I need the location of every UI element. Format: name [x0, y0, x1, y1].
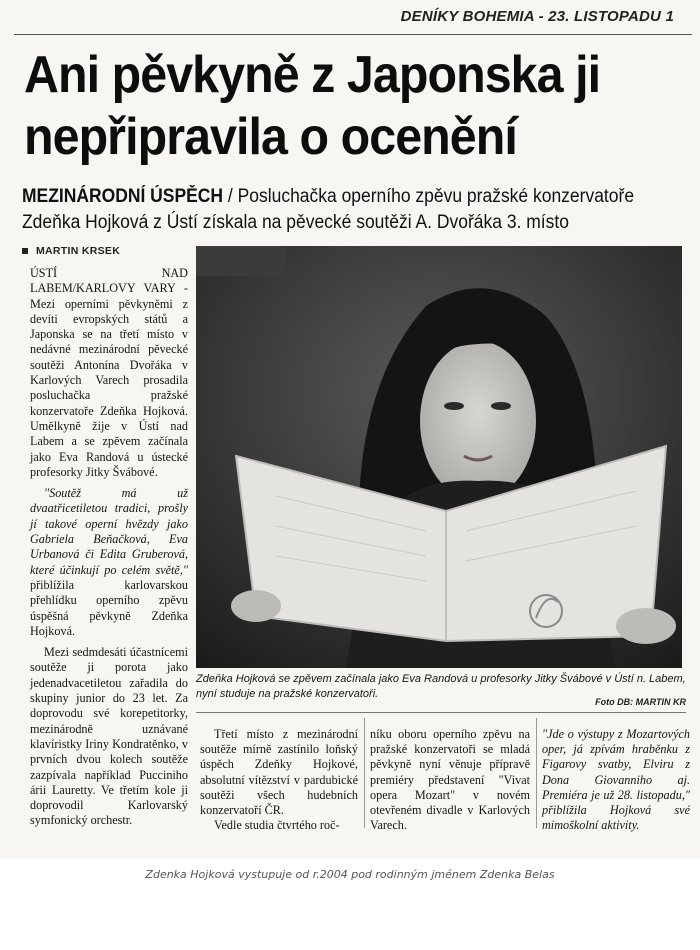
article-column-3 [370, 727, 530, 833]
byline-author: MARTIN KRSEK [36, 245, 121, 257]
article-paragraph: níku oboru operního zpěvu na pražské konzervatoři se mladá pěvkyně nyní věnuje přípravě premiéry představení "Vivat opera Mozart" v novém otevřeném divadle v Karlových Varech. [370, 727, 530, 833]
masthead-rule [14, 34, 692, 35]
photo-credit: Foto DB: MARTIN KR [595, 697, 686, 707]
headline-line-1: Ani pěvkyně z Japonska ji [24, 46, 601, 104]
article-left-column [30, 266, 188, 835]
masthead: DENÍKY BOHEMIA - 23. LISTOPADU 1 [400, 8, 674, 25]
subhead-line-1-rest: / Posluchačka operního zpěvu pražské konzervatoře [223, 186, 635, 207]
caption-rule [196, 712, 686, 713]
subheadline [22, 184, 638, 236]
subhead-line-2: Zdeňka Hojková z Ústí získala na pěvecké soutěži A. Dvořáka 3. místo [22, 212, 569, 233]
article-column-2 [200, 727, 358, 833]
article-paragraph-2 [30, 486, 188, 639]
article-photo [196, 246, 682, 668]
photo-caption: Zdeňka Hojková se zpěvem začínala jako Eva Randová u profesorky Jitky Švábové v Ústí n. Labem, nyní studuje na pražské konzervatoři. [196, 673, 686, 700]
image-caption: Zdenka Hojková vystupuje od r.2004 pod rodinným jménem Zdenka Belas [145, 868, 555, 881]
subhead-line-1 [22, 184, 638, 210]
singer-photo-illustration [196, 246, 682, 668]
quote-attribution: přiblížila karlovarskou přehlídku operního zpěvu úspěšná pěvkyně Zdeňka Hojková. [30, 577, 188, 638]
kicker: MEZINÁRODNÍ ÚSPĚCH [22, 186, 224, 207]
article-paragraph: Vedle studia čtvrtého roč- [214, 818, 340, 833]
article-paragraph: "Jde o výstupy z Mozartových oper, já zpívám hraběnku z Figarovy svatby, Elviru z Dona Giovanniho aj. Premiéra je už 28. listopadu," přiblížila Hojková své mimoškolní aktivity. [542, 727, 690, 833]
column-divider [364, 718, 365, 828]
column-divider [536, 718, 537, 828]
byline-square-icon [22, 248, 28, 254]
quote: "Soutěž má už dvaatřicetiletou tradici, prošly jí takové operní hvězdy jako Gabriela Beňačková, Eva Urbanová či Edita Gruberová, které účinkují po celém světě," [30, 486, 188, 577]
article-paragraph-1: ÚSTÍ NAD LABEM/KARLOVY VARY - Mezi operními pěvkyněmi z devíti evropských států a Japonska se na třetí místo v nedávné mezinárodní pěvecké soutěži Antonína Dvořáka v Karlových Varech prosadila posluchačka pražské konzervatoře Zdeňka Hojková. Umělkyně žije v Ústí nad Labem a se zpěvem začínala jako Eva Randová u ústecké profesorky Jitky Švábové. [30, 266, 188, 479]
headline-line-2: nepřipravila o ocenění [24, 108, 517, 166]
byline [22, 245, 120, 257]
article-paragraph-3: Mezi sedmdesáti účastnícemi soutěže ji porota jako jedenadvacetiletou zařadila do skupiny junior do 23 let. Za doprovodu své korepetitorky, mezinárodně uznávané klavíristky Iriny Kondratěnko, v prvních dvou kolech soutěže zazpívala například Pucciniho árii Lauretty. Ve třetím kole ji doprovodil Karlovarský symfonický orchestr. [30, 645, 188, 828]
headline [24, 44, 638, 168]
article-paragraph: Třetí místo z mezinárodní soutěže mírně zastínilo loňský úspěch Zdeňky Hojkové, absolutní vítězství v pardubické soutěži všech hudebních konzervatoří ČR. [200, 727, 358, 818]
article-column-4 [542, 727, 690, 833]
